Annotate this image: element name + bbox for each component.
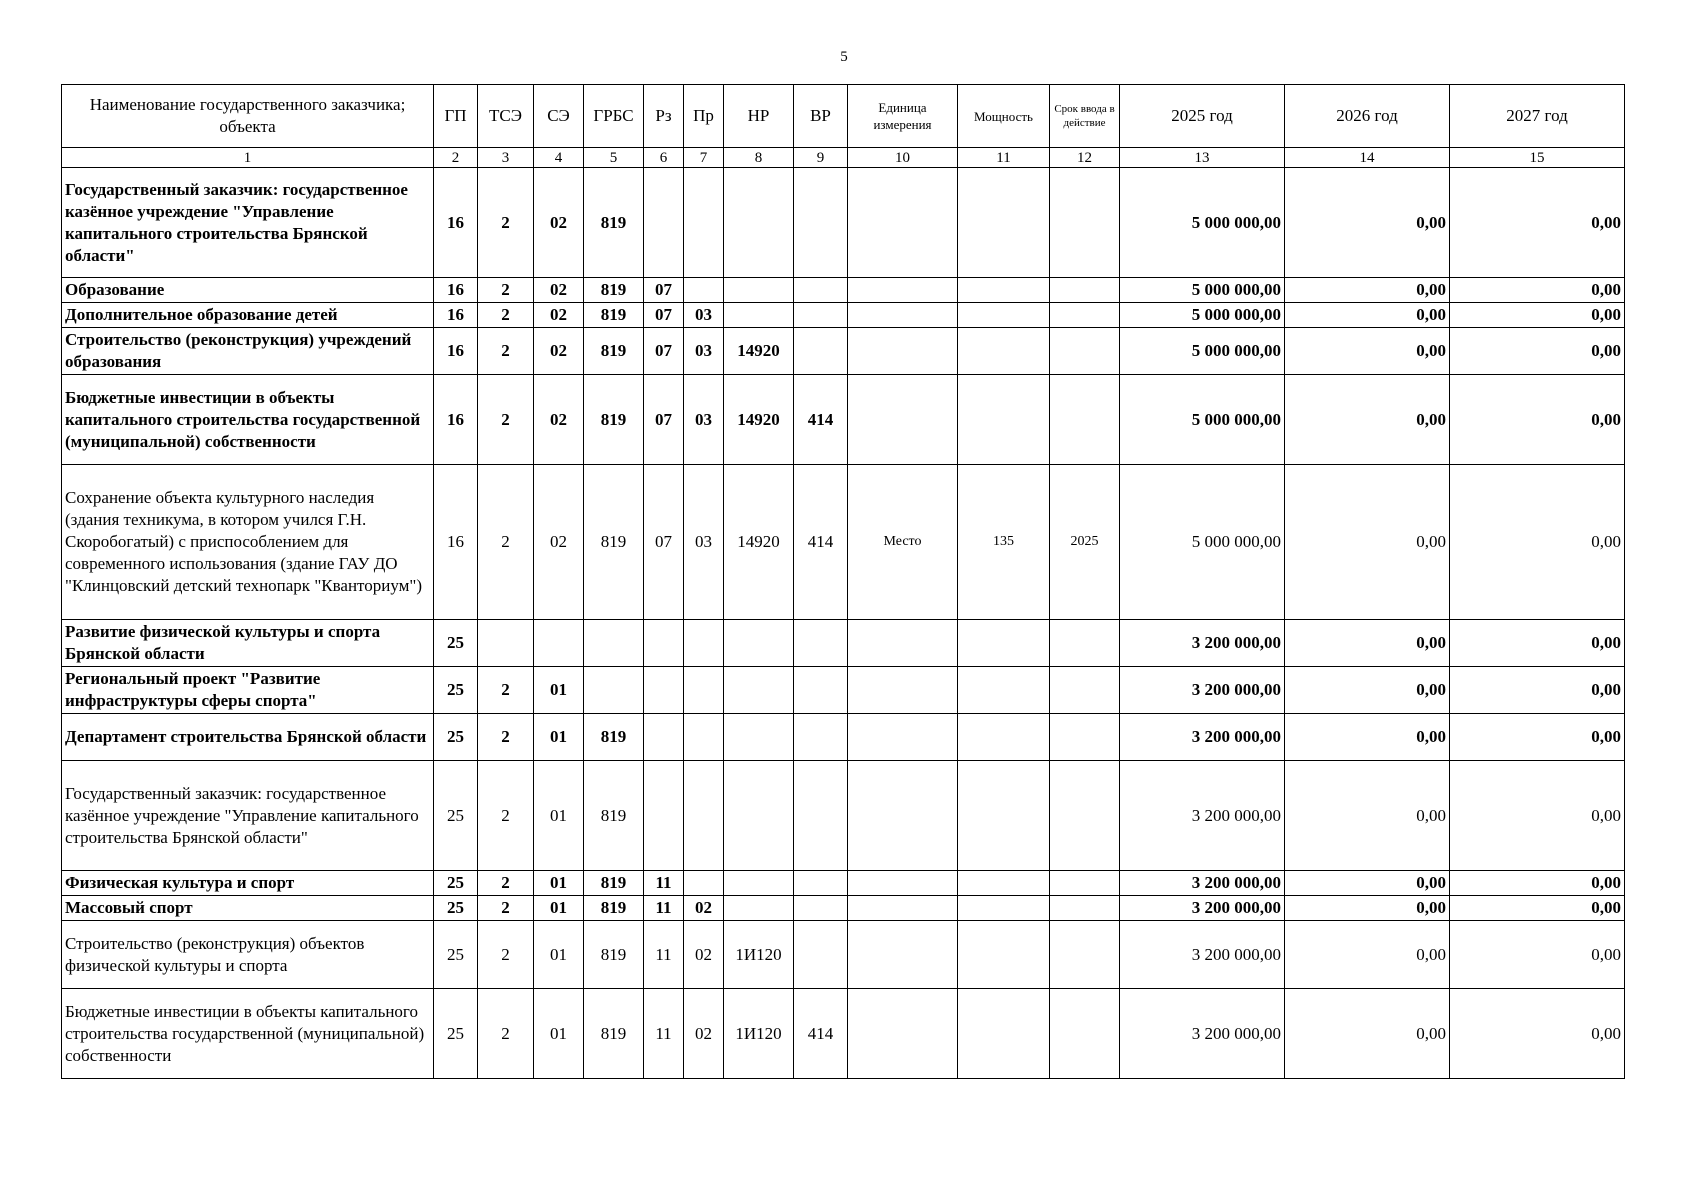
table-cell: 03 xyxy=(684,375,724,465)
table-cell xyxy=(1050,620,1120,667)
header-cell-nr: НР xyxy=(724,85,794,148)
table-cell: 0,00 xyxy=(1285,761,1450,871)
header-cell-gp: ГП xyxy=(434,85,478,148)
header-cell-se: СЭ xyxy=(534,85,584,148)
table-cell xyxy=(794,278,848,303)
table-cell xyxy=(1050,303,1120,328)
table-cell: 2 xyxy=(478,465,534,620)
table-cell: 2 xyxy=(478,303,534,328)
table-cell: 16 xyxy=(434,303,478,328)
table-cell: 3 200 000,00 xyxy=(1120,989,1285,1079)
table-cell: 25 xyxy=(434,714,478,761)
table-cell xyxy=(958,328,1050,375)
table-cell: 1И120 xyxy=(724,989,794,1079)
table-cell: 25 xyxy=(434,620,478,667)
table-cell: 01 xyxy=(534,896,584,921)
table-cell xyxy=(848,871,958,896)
table-cell: 0,00 xyxy=(1285,328,1450,375)
budget-table-body xyxy=(62,85,1625,1079)
table-cell: 1И120 xyxy=(724,921,794,989)
table-cell: 11 xyxy=(644,896,684,921)
table-cell xyxy=(794,168,848,278)
table-cell xyxy=(794,328,848,375)
table-cell: 819 xyxy=(584,465,644,620)
table-cell xyxy=(848,761,958,871)
header-cell-tse: ТСЭ xyxy=(478,85,534,148)
table-cell: 135 xyxy=(958,465,1050,620)
table-cell: 5 000 000,00 xyxy=(1120,303,1285,328)
table-row xyxy=(62,465,1625,620)
table-cell: 0,00 xyxy=(1450,989,1625,1079)
column-number-cell: 9 xyxy=(794,148,848,168)
table-cell: 16 xyxy=(434,278,478,303)
table-cell: 0,00 xyxy=(1285,714,1450,761)
table-cell: 07 xyxy=(644,465,684,620)
table-cell xyxy=(794,761,848,871)
table-cell: 0,00 xyxy=(1450,667,1625,714)
table-cell: 0,00 xyxy=(1285,871,1450,896)
table-cell xyxy=(724,761,794,871)
table-cell xyxy=(958,168,1050,278)
table-cell: 16 xyxy=(434,168,478,278)
table-cell xyxy=(848,896,958,921)
table-cell: 0,00 xyxy=(1450,714,1625,761)
table-cell xyxy=(848,303,958,328)
table-cell: 5 000 000,00 xyxy=(1120,465,1285,620)
table-cell xyxy=(724,168,794,278)
table-cell: Место xyxy=(848,465,958,620)
table-cell: 02 xyxy=(534,278,584,303)
table-row xyxy=(62,714,1625,761)
table-cell: 414 xyxy=(794,465,848,620)
table-row xyxy=(62,871,1625,896)
row-name-cell: Развитие физической культуры и спорта Брянской области xyxy=(62,620,434,667)
table-cell: 02 xyxy=(684,896,724,921)
table-cell: 02 xyxy=(534,168,584,278)
table-cell xyxy=(794,871,848,896)
table-cell xyxy=(848,168,958,278)
row-name-cell: Сохранение объекта культурного наследия (здания техникума, в котором учился Г.Н. Скоробогатый) с приспособлением для современного использования (здание ГАУ ДО "Клинцовский детский технопарк "Кванториум") xyxy=(62,465,434,620)
row-name-cell: Государственный заказчик: государственное казённое учреждение "Управление капитального строительства Брянской области" xyxy=(62,761,434,871)
table-row xyxy=(62,989,1625,1079)
table-cell xyxy=(848,375,958,465)
row-name-cell: Департамент строительства Брянской области xyxy=(62,714,434,761)
table-cell: 5 000 000,00 xyxy=(1120,375,1285,465)
table-cell: 819 xyxy=(584,328,644,375)
table-cell xyxy=(958,278,1050,303)
table-cell: 16 xyxy=(434,328,478,375)
row-name-cell: Строительство (реконструкция) учреждений образования xyxy=(62,328,434,375)
table-cell: 3 200 000,00 xyxy=(1120,667,1285,714)
table-cell: 819 xyxy=(584,896,644,921)
table-cell xyxy=(684,168,724,278)
column-number-cell: 1 xyxy=(62,148,434,168)
table-cell xyxy=(1050,989,1120,1079)
table-cell: 07 xyxy=(644,375,684,465)
row-name-cell: Образование xyxy=(62,278,434,303)
table-cell: 25 xyxy=(434,921,478,989)
column-number-cell: 13 xyxy=(1120,148,1285,168)
table-cell xyxy=(1050,896,1120,921)
header-cell-vr: ВР xyxy=(794,85,848,148)
table-cell: 3 200 000,00 xyxy=(1120,714,1285,761)
table-cell: 07 xyxy=(644,278,684,303)
table-cell: 25 xyxy=(434,667,478,714)
table-cell: 25 xyxy=(434,761,478,871)
column-number-cell: 11 xyxy=(958,148,1050,168)
table-cell: 02 xyxy=(684,921,724,989)
table-cell xyxy=(848,714,958,761)
table-cell: 11 xyxy=(644,871,684,896)
table-cell: 01 xyxy=(534,761,584,871)
table-cell xyxy=(848,278,958,303)
table-cell: 414 xyxy=(794,989,848,1079)
table-cell: 2 xyxy=(478,761,534,871)
column-number-cell: 15 xyxy=(1450,148,1625,168)
table-cell: 01 xyxy=(534,667,584,714)
table-cell: 16 xyxy=(434,375,478,465)
table-cell: 819 xyxy=(584,375,644,465)
table-cell xyxy=(958,620,1050,667)
table-cell: 819 xyxy=(584,989,644,1079)
table-cell xyxy=(958,375,1050,465)
table-cell xyxy=(724,620,794,667)
table-cell: 0,00 xyxy=(1450,871,1625,896)
column-number-cell: 2 xyxy=(434,148,478,168)
table-cell: 5 000 000,00 xyxy=(1120,168,1285,278)
row-name-cell: Бюджетные инвестиции в объекты капитального строительства государственной (муниципальной) собственности xyxy=(62,989,434,1079)
table-cell xyxy=(794,667,848,714)
table-cell xyxy=(1050,168,1120,278)
table-cell xyxy=(958,714,1050,761)
table-cell xyxy=(794,620,848,667)
column-number-cell: 12 xyxy=(1050,148,1120,168)
table-cell xyxy=(724,303,794,328)
table-cell: 02 xyxy=(534,328,584,375)
table-cell: 0,00 xyxy=(1285,465,1450,620)
table-cell: 25 xyxy=(434,896,478,921)
table-cell xyxy=(1050,921,1120,989)
table-cell xyxy=(644,761,684,871)
table-cell xyxy=(794,896,848,921)
header-cell-capacity: Мощность xyxy=(958,85,1050,148)
table-cell: 0,00 xyxy=(1450,620,1625,667)
table-cell: 0,00 xyxy=(1450,921,1625,989)
table-cell: 14920 xyxy=(724,375,794,465)
table-cell xyxy=(724,278,794,303)
table-cell: 02 xyxy=(684,989,724,1079)
column-number-cell: 4 xyxy=(534,148,584,168)
table-cell: 819 xyxy=(584,303,644,328)
table-cell xyxy=(958,667,1050,714)
table-cell: 2 xyxy=(478,667,534,714)
table-cell: 01 xyxy=(534,871,584,896)
table-cell xyxy=(644,714,684,761)
table-cell xyxy=(958,921,1050,989)
column-number-cell: 8 xyxy=(724,148,794,168)
table-header-row xyxy=(62,85,1625,148)
table-cell: 3 200 000,00 xyxy=(1120,896,1285,921)
table-cell: 02 xyxy=(534,303,584,328)
table-cell: 5 000 000,00 xyxy=(1120,278,1285,303)
table-cell: 2 xyxy=(478,921,534,989)
table-cell: 02 xyxy=(534,375,584,465)
row-name-cell: Физическая культура и спорт xyxy=(62,871,434,896)
table-cell xyxy=(644,667,684,714)
table-cell: 0,00 xyxy=(1450,375,1625,465)
table-cell xyxy=(1050,375,1120,465)
table-cell: 0,00 xyxy=(1450,328,1625,375)
table-cell xyxy=(724,714,794,761)
table-cell xyxy=(958,303,1050,328)
table-cell: 819 xyxy=(584,761,644,871)
header-cell-2026: 2026 год xyxy=(1285,85,1450,148)
column-number-cell: 6 xyxy=(644,148,684,168)
table-cell xyxy=(684,871,724,896)
table-cell: 14920 xyxy=(724,465,794,620)
table-cell xyxy=(724,871,794,896)
row-name-cell: Массовый спорт xyxy=(62,896,434,921)
column-number-cell: 14 xyxy=(1285,148,1450,168)
table-cell: 07 xyxy=(644,328,684,375)
table-cell xyxy=(1050,328,1120,375)
column-number-cell: 10 xyxy=(848,148,958,168)
header-cell-2025: 2025 год xyxy=(1120,85,1285,148)
table-cell: 2 xyxy=(478,989,534,1079)
column-number-cell: 3 xyxy=(478,148,534,168)
table-row xyxy=(62,375,1625,465)
table-row xyxy=(62,168,1625,278)
table-cell: 0,00 xyxy=(1450,465,1625,620)
table-cell xyxy=(848,667,958,714)
table-cell: 11 xyxy=(644,921,684,989)
row-name-cell: Бюджетные инвестиции в объекты капитального строительства государственной (муниципальной) собственности xyxy=(62,375,434,465)
table-cell: 819 xyxy=(584,921,644,989)
table-cell xyxy=(848,989,958,1079)
table-cell xyxy=(1050,871,1120,896)
row-name-cell: Дополнительное образование детей xyxy=(62,303,434,328)
table-cell: 2 xyxy=(478,871,534,896)
table-cell: 0,00 xyxy=(1285,896,1450,921)
table-cell: 819 xyxy=(584,714,644,761)
table-cell: 16 xyxy=(434,465,478,620)
table-cell xyxy=(724,896,794,921)
table-cell xyxy=(534,620,584,667)
table-cell: 11 xyxy=(644,989,684,1079)
header-cell-rz: Рз xyxy=(644,85,684,148)
table-cell: 2 xyxy=(478,168,534,278)
table-cell: 0,00 xyxy=(1285,278,1450,303)
table-cell xyxy=(684,667,724,714)
table-cell xyxy=(794,303,848,328)
table-cell xyxy=(1050,278,1120,303)
table-cell: 14920 xyxy=(724,328,794,375)
table-row xyxy=(62,278,1625,303)
row-name-cell: Строительство (реконструкция) объектов физической культуры и спорта xyxy=(62,921,434,989)
table-cell: 25 xyxy=(434,871,478,896)
table-cell: 01 xyxy=(534,921,584,989)
table-cell: 0,00 xyxy=(1285,667,1450,714)
header-cell-commission-date: Срок ввода в действие xyxy=(1050,85,1120,148)
header-cell-unit: Единица измерения xyxy=(848,85,958,148)
header-cell-grbs: ГРБС xyxy=(584,85,644,148)
table-cell: 819 xyxy=(584,168,644,278)
table-cell: 0,00 xyxy=(1285,303,1450,328)
table-cell: 0,00 xyxy=(1285,620,1450,667)
table-row xyxy=(62,667,1625,714)
table-cell: 0,00 xyxy=(1450,896,1625,921)
table-cell: 03 xyxy=(684,465,724,620)
table-cell: 0,00 xyxy=(1450,761,1625,871)
column-number-cell: 7 xyxy=(684,148,724,168)
page-number: 5 xyxy=(840,49,848,65)
table-cell: 2 xyxy=(478,375,534,465)
table-cell: 414 xyxy=(794,375,848,465)
column-numbers-row xyxy=(62,148,1625,168)
table-row xyxy=(62,761,1625,871)
table-cell xyxy=(644,620,684,667)
table-cell xyxy=(848,620,958,667)
table-cell xyxy=(794,921,848,989)
row-name-cell: Государственный заказчик: государственное казённое учреждение "Управление капитального строительства Брянской области" xyxy=(62,168,434,278)
table-cell: 3 200 000,00 xyxy=(1120,871,1285,896)
header-cell-name: Наименование государственного заказчика; объекта xyxy=(62,85,434,148)
table-cell: 5 000 000,00 xyxy=(1120,328,1285,375)
table-cell xyxy=(958,871,1050,896)
table-cell xyxy=(1050,761,1120,871)
budget-table xyxy=(61,84,1625,1079)
table-cell xyxy=(794,714,848,761)
table-cell: 2025 xyxy=(1050,465,1120,620)
table-cell xyxy=(848,328,958,375)
header-cell-2027: 2027 год xyxy=(1450,85,1625,148)
table-row xyxy=(62,896,1625,921)
table-cell: 01 xyxy=(534,989,584,1079)
table-cell xyxy=(724,667,794,714)
table-cell: 07 xyxy=(644,303,684,328)
table-cell: 0,00 xyxy=(1285,989,1450,1079)
table-cell xyxy=(584,620,644,667)
table-cell: 2 xyxy=(478,714,534,761)
table-cell xyxy=(478,620,534,667)
table-cell xyxy=(684,620,724,667)
table-cell: 0,00 xyxy=(1450,168,1625,278)
table-cell: 03 xyxy=(684,303,724,328)
table-row xyxy=(62,620,1625,667)
table-cell: 03 xyxy=(684,328,724,375)
table-cell: 2 xyxy=(478,896,534,921)
table-cell xyxy=(1050,667,1120,714)
column-number-cell: 5 xyxy=(584,148,644,168)
table-cell: 819 xyxy=(584,278,644,303)
table-cell: 0,00 xyxy=(1285,921,1450,989)
table-cell: 0,00 xyxy=(1450,278,1625,303)
table-cell xyxy=(1050,714,1120,761)
table-row xyxy=(62,303,1625,328)
table-cell xyxy=(644,168,684,278)
table-cell: 819 xyxy=(584,871,644,896)
table-cell xyxy=(958,761,1050,871)
table-cell xyxy=(584,667,644,714)
table-cell xyxy=(958,989,1050,1079)
table-cell xyxy=(958,896,1050,921)
row-name-cell: Региональный проект "Развитие инфраструктуры сферы спорта" xyxy=(62,667,434,714)
table-cell: 3 200 000,00 xyxy=(1120,620,1285,667)
table-cell: 3 200 000,00 xyxy=(1120,761,1285,871)
table-cell xyxy=(684,278,724,303)
table-cell xyxy=(684,761,724,871)
table-cell: 2 xyxy=(478,328,534,375)
table-cell: 2 xyxy=(478,278,534,303)
table-cell: 3 200 000,00 xyxy=(1120,921,1285,989)
table-cell: 01 xyxy=(534,714,584,761)
table-cell xyxy=(848,921,958,989)
header-cell-pr: Пр xyxy=(684,85,724,148)
table-cell: 0,00 xyxy=(1450,303,1625,328)
table-row xyxy=(62,328,1625,375)
table-cell: 0,00 xyxy=(1285,168,1450,278)
table-cell: 25 xyxy=(434,989,478,1079)
table-cell xyxy=(684,714,724,761)
table-row xyxy=(62,921,1625,989)
table-cell: 0,00 xyxy=(1285,375,1450,465)
table-cell: 02 xyxy=(534,465,584,620)
